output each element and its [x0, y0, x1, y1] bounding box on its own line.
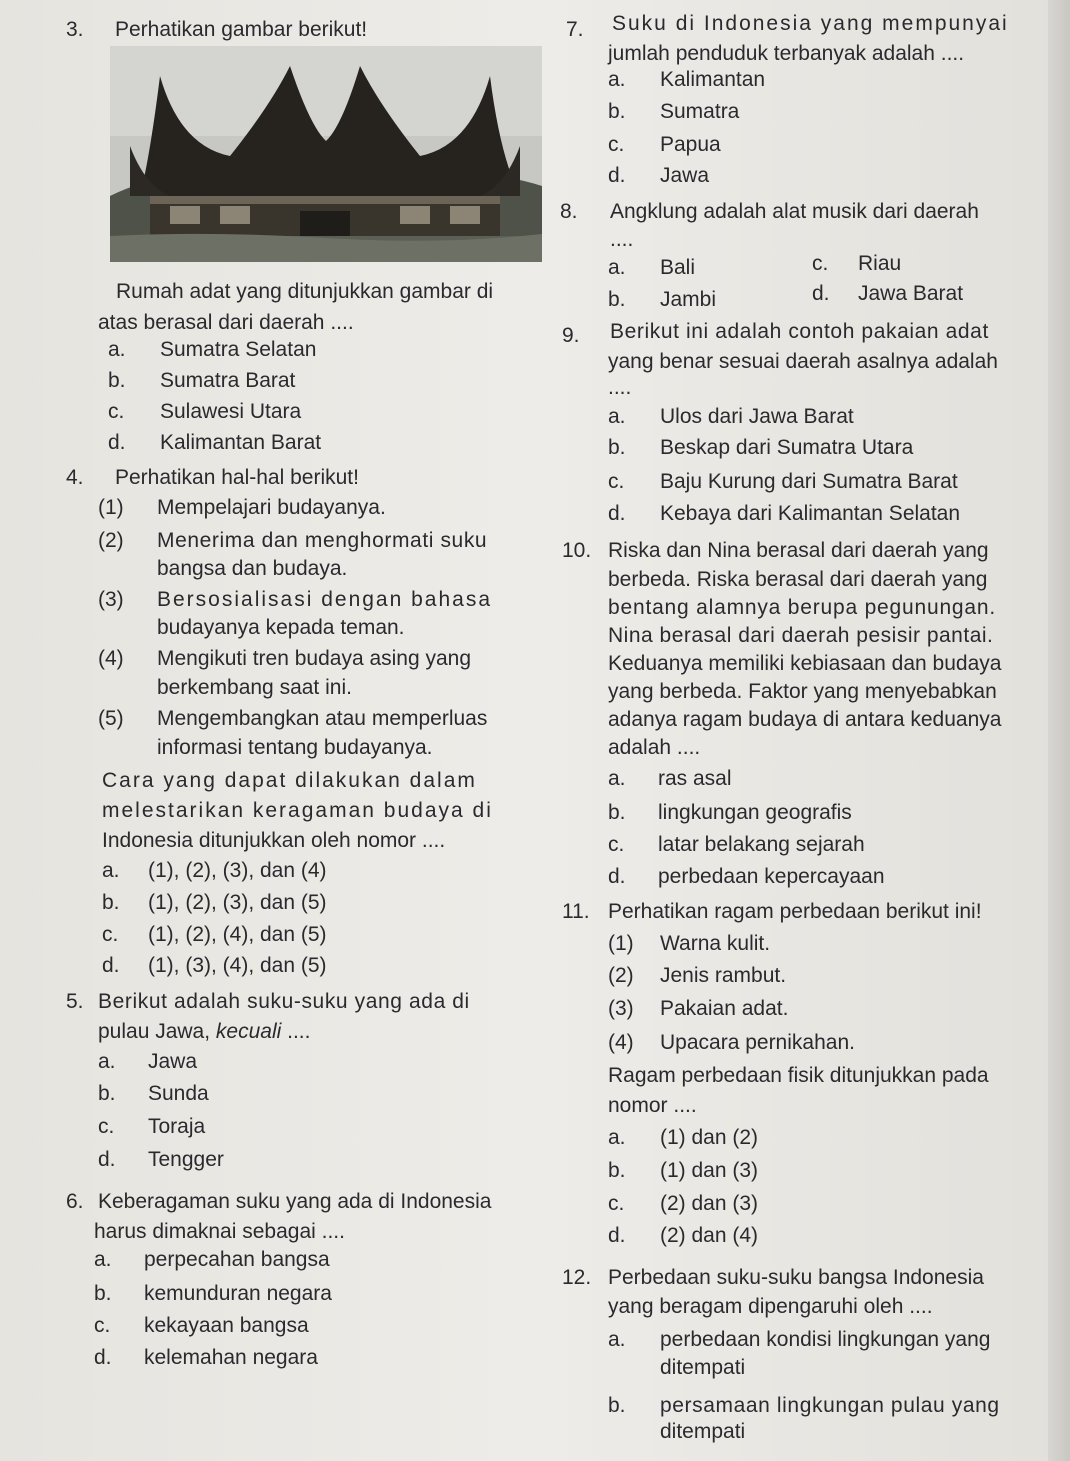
q5-option-text: Sunda: [148, 1082, 209, 1105]
q11-option-letter: a.: [608, 1126, 626, 1149]
q4-item-num: (5): [98, 707, 124, 730]
q3-text: Perhatikan gambar berikut!: [115, 18, 368, 41]
q4-item-text-cont: budayanya kepada teman.: [157, 616, 405, 639]
q4-item-text: Mengembangkan atau memperluas: [157, 707, 488, 730]
q10-text-line: bentang alamnya berupa pegunungan.: [608, 596, 997, 619]
q10-option-text: ras asal: [658, 767, 732, 790]
q11-question-line2: nomor ....: [608, 1094, 697, 1117]
q9-option-text: Kebaya dari Kalimantan Selatan: [660, 502, 961, 525]
q4-question-line1: Cara yang dapat dilakukan dalam: [102, 769, 477, 792]
q8-option-letter: a.: [608, 256, 626, 279]
q5-text-italic: kecuali: [215, 1020, 282, 1043]
q9-option-text: Baju Kurung dari Sumatra Barat: [660, 470, 958, 493]
q11-number: 11.: [562, 900, 590, 923]
q10-number: 10.: [562, 539, 592, 562]
q3-option-letter: b.: [108, 369, 126, 392]
q3-option-letter: d.: [108, 431, 126, 454]
q12-text-line1: Perbedaan suku-suku bangsa Indonesia: [608, 1266, 984, 1289]
q6-text-line2: harus dimaknai sebagai ....: [94, 1220, 345, 1243]
q6-option-letter: c.: [94, 1314, 111, 1337]
q4-item-num: (3): [98, 588, 124, 611]
q7-number: 7.: [566, 18, 584, 41]
q10-text-line: adalah ....: [608, 736, 701, 759]
q7-option-letter: b.: [608, 100, 626, 123]
q11-option-text: (2) dan (3): [660, 1192, 759, 1215]
q8-option-text: Jambi: [660, 288, 717, 311]
q12-number: 12.: [562, 1266, 592, 1289]
q11-item-num: (3): [608, 997, 634, 1020]
q12-option-letter: b.: [608, 1394, 626, 1417]
q10-option-letter: a.: [608, 767, 626, 790]
q8-option-letter: b.: [608, 288, 626, 311]
q7-option-text: Papua: [660, 133, 721, 156]
q8-option-letter: c.: [812, 252, 829, 275]
q4-question-line3: Indonesia ditunjukkan oleh nomor ....: [102, 829, 446, 852]
q10-text-line: Nina berasal dari daerah pesisir pantai.: [608, 624, 994, 647]
q4-option-text: (1), (3), (4), dan (5): [148, 954, 327, 977]
q11-item-text: Jenis rambut.: [660, 964, 787, 987]
q4-item-text-cont: berkembang saat ini.: [157, 676, 352, 699]
q4-item-text: Mempelajari budayanya.: [157, 496, 386, 519]
q7-option-text: Jawa: [660, 164, 710, 187]
q4-text: Perhatikan hal-hal berikut!: [115, 466, 359, 489]
q8-option-letter: d.: [812, 282, 830, 305]
q8-number: 8.: [560, 200, 578, 223]
q6-text-line1: Keberagaman suku yang ada di Indonesia: [98, 1190, 492, 1213]
q5-option-text: Jawa: [148, 1050, 198, 1073]
q11-option-text: (2) dan (4): [660, 1224, 759, 1247]
q5-number: 5.: [66, 990, 84, 1013]
q9-number: 9.: [562, 324, 580, 347]
q10-text-line: adanya ragam budaya di antara keduanya: [608, 708, 1002, 731]
q3-option-text: Sulawesi Utara: [160, 400, 302, 423]
q12-option-letter: a.: [608, 1328, 626, 1351]
q11-item-text: Upacara pernikahan.: [660, 1031, 855, 1054]
q6-option-letter: d.: [94, 1346, 112, 1369]
q10-option-letter: b.: [608, 801, 626, 824]
q12-option-text: perbedaan kondisi lingkungan yang: [660, 1328, 991, 1351]
q11-item-text: Pakaian adat.: [660, 997, 789, 1020]
q7-option-text: Kalimantan: [660, 68, 766, 91]
q5-text-plain: pulau Jawa,: [98, 1020, 216, 1043]
q12-option-text-cont: ditempati: [660, 1356, 746, 1379]
q8-option-text: Bali: [660, 256, 696, 279]
q6-option-text: kelemahan negara: [144, 1346, 318, 1369]
q6-option-letter: b.: [94, 1282, 112, 1305]
q4-option-letter: b.: [102, 891, 120, 914]
q10-option-text: perbedaan kepercayaan: [658, 865, 885, 888]
q4-item-text: Menerima dan menghormati suku: [157, 529, 488, 552]
q12-option-text: persamaan lingkungan pulau yang: [660, 1394, 1000, 1417]
q8-option-text: Riau: [858, 252, 902, 275]
q8-option-text: Jawa Barat: [858, 282, 964, 305]
q10-text-line: Riska dan Nina berasal dari daerah yang: [608, 539, 989, 562]
q11-question-line1: Ragam perbedaan fisik ditunjukkan pada: [608, 1064, 989, 1087]
q4-item-num: (2): [98, 529, 124, 552]
q11-text: Perhatikan ragam perbedaan berikut ini!: [608, 900, 982, 923]
q6-option-letter: a.: [94, 1248, 112, 1271]
q3-number: 3.: [66, 18, 84, 41]
q5-option-text: Tengger: [148, 1148, 224, 1171]
q4-item-text: Mengikuti tren budaya asing yang: [157, 647, 472, 670]
q4-option-text: (1), (2), (3), dan (4): [148, 859, 327, 882]
q7-option-letter: a.: [608, 68, 626, 91]
q10-option-text: latar belakang sejarah: [658, 833, 865, 856]
q3-option-letter: c.: [108, 400, 125, 423]
q4-item-text-cont: informasi tentang budayanya.: [157, 736, 433, 759]
q6-option-text: kemunduran negara: [144, 1282, 332, 1305]
q4-item-text-cont: bangsa dan budaya.: [157, 557, 348, 580]
q10-text-line: yang berbeda. Faktor yang menyebabkan: [608, 680, 997, 703]
q9-text-line1: Berikut ini adalah contoh pakaian adat: [610, 320, 989, 343]
q7-option-text: Sumatra: [660, 100, 740, 123]
q4-question-line2: melestarikan keragaman budaya di: [102, 799, 493, 822]
q6-number: 6.: [66, 1190, 84, 1213]
page-edge-shadow: [1048, 0, 1070, 1461]
q9-text-line2: yang benar sesuai daerah asalnya adalah: [608, 350, 998, 373]
q7-option-letter: d.: [608, 164, 626, 187]
q3-option-text: Sumatra Selatan: [160, 338, 317, 361]
q9-option-letter: a.: [608, 405, 626, 428]
q4-option-text: (1), (2), (4), dan (5): [148, 923, 327, 946]
q10-text-line: Keduanya memiliki kebiasaan dan budaya: [608, 652, 1002, 675]
q5-text-line1: Berikut adalah suku-suku yang ada di: [98, 990, 470, 1013]
q9-option-letter: d.: [608, 502, 626, 525]
q7-text-line1: Suku di Indonesia yang mempunyai: [612, 12, 1009, 35]
q3-option-text: Sumatra Barat: [160, 369, 296, 392]
q9-option-text: Ulos dari Jawa Barat: [660, 405, 854, 428]
q3-caption-line1: Rumah adat yang ditunjukkan gambar di: [116, 280, 494, 303]
q3-option-text: Kalimantan Barat: [160, 431, 322, 454]
q5-option-letter: a.: [98, 1050, 116, 1073]
q10-option-letter: c.: [608, 833, 625, 856]
q5-option-letter: b.: [98, 1082, 116, 1105]
q7-option-letter: c.: [608, 133, 625, 156]
rumah-gadang-photo: [110, 46, 542, 262]
q11-item-num: (4): [608, 1031, 634, 1054]
q4-option-letter: c.: [102, 923, 119, 946]
q7-text-line2: jumlah penduduk terbanyak adalah ....: [608, 42, 965, 65]
q12-text-line2: yang beragam dipengaruhi oleh ....: [608, 1295, 933, 1318]
q9-text-line3: ....: [608, 376, 632, 399]
q6-option-text: kekayaan bangsa: [144, 1314, 309, 1337]
q9-option-letter: b.: [608, 436, 626, 459]
q8-text-line2: ....: [610, 228, 634, 251]
q4-item-num: (1): [98, 496, 124, 519]
q10-option-text: lingkungan geografis: [658, 801, 852, 824]
q4-item-num: (4): [98, 647, 124, 670]
q4-number: 4.: [66, 466, 84, 489]
q9-option-text: Beskap dari Sumatra Utara: [660, 436, 914, 459]
q9-option-letter: c.: [608, 470, 625, 493]
q11-option-text: (1) dan (2): [660, 1126, 759, 1149]
q4-option-letter: d.: [102, 954, 120, 977]
q5-text-line2: [98, 1018, 310, 1046]
q11-item-num: (1): [608, 932, 634, 955]
q11-item-num: (2): [608, 964, 634, 987]
q3-option-letter: a.: [108, 338, 126, 361]
q11-option-letter: c.: [608, 1192, 625, 1215]
q11-option-letter: b.: [608, 1159, 626, 1182]
q11-option-letter: d.: [608, 1224, 626, 1247]
q5-option-letter: d.: [98, 1148, 116, 1171]
q4-option-text: (1), (2), (3), dan (5): [148, 891, 327, 914]
q8-text-line1: Angklung adalah alat musik dari daerah: [610, 200, 979, 223]
q4-item-text: Bersosialisasi dengan bahasa: [157, 588, 493, 611]
q11-item-text: Warna kulit.: [660, 932, 771, 955]
q10-text-line: berbeda. Riska berasal dari daerah yang: [608, 568, 988, 591]
q5-option-letter: c.: [98, 1115, 115, 1138]
q6-option-text: perpecahan bangsa: [144, 1248, 330, 1271]
q5-option-text: Toraja: [148, 1115, 206, 1138]
q10-option-letter: d.: [608, 865, 626, 888]
q12-option-text-cont: ditempati: [660, 1420, 746, 1443]
q5-text-end: ....: [281, 1020, 311, 1043]
q3-caption-line2: atas berasal dari daerah ....: [98, 311, 354, 334]
q4-option-letter: a.: [102, 859, 120, 882]
q11-option-text: (1) dan (3): [660, 1159, 759, 1182]
